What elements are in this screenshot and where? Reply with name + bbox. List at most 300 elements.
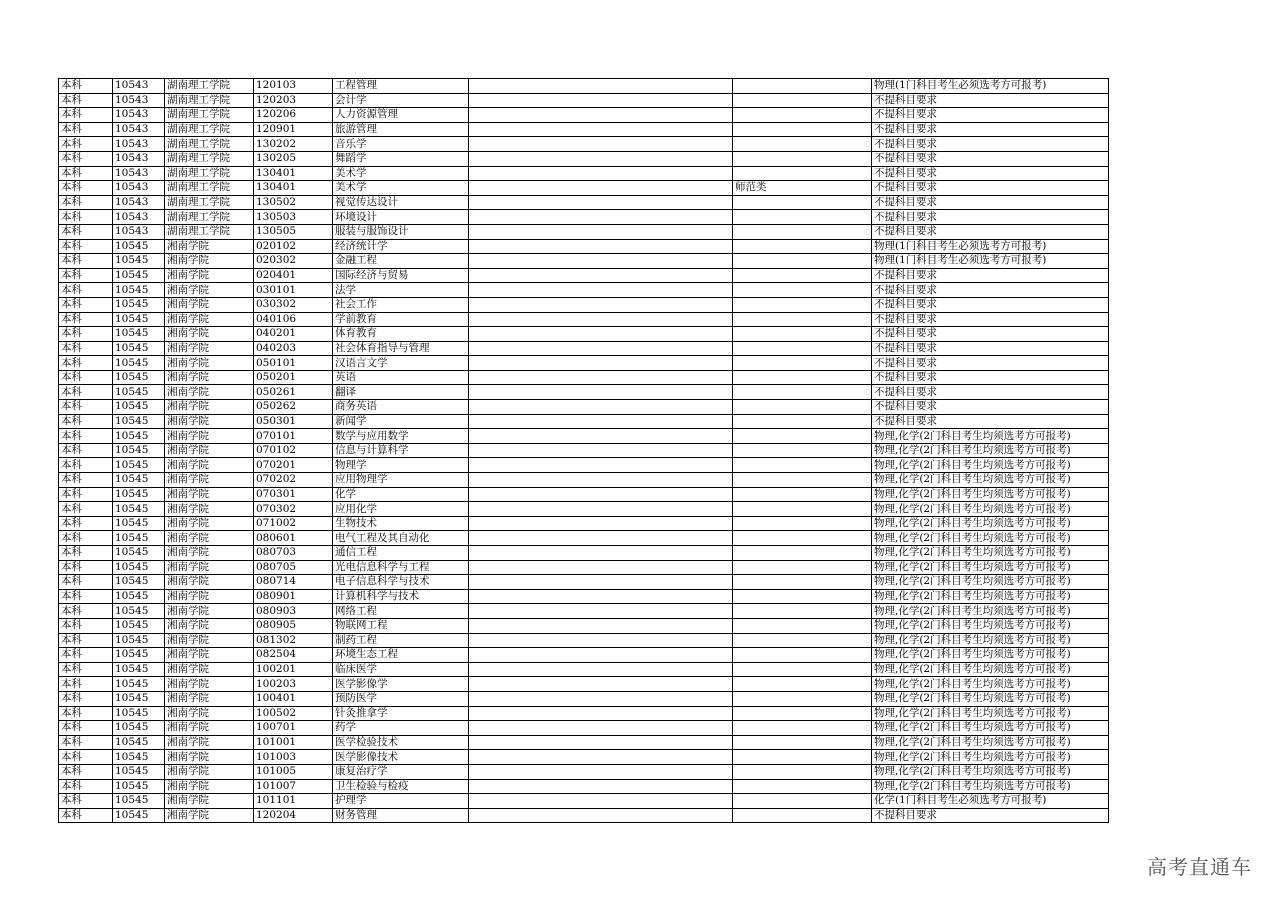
level-cell: 本科 [59,79,113,94]
school-code-cell: 10545 [113,589,165,604]
school-name-cell: 湘南学院 [165,297,254,312]
major-code-cell: 100502 [254,706,333,721]
major-name-cell: 应用化学 [333,502,469,517]
school-code-cell: 10543 [113,93,165,108]
major-code-cell: 070101 [254,429,333,444]
category-cell [733,706,872,721]
major-name-cell: 英语 [333,370,469,385]
requirement-cell: 物理,化学(2门科目考生均须选考方可报考) [872,443,1109,458]
table-row [59,122,1109,137]
level-cell: 本科 [59,677,113,692]
major-code-cell: 101101 [254,794,333,809]
note-cell [469,502,733,517]
school-code-cell: 10545 [113,297,165,312]
requirement-cell: 不提科目要求 [872,370,1109,385]
table-row [59,239,1109,254]
level-cell: 本科 [59,356,113,371]
table-row [59,151,1109,166]
level-cell: 本科 [59,662,113,677]
requirement-cell: 物理,化学(2门科目考生均须选考方可报考) [872,648,1109,663]
requirement-cell: 不提科目要求 [872,93,1109,108]
requirement-cell: 物理,化学(2门科目考生均须选考方可报考) [872,516,1109,531]
category-cell [733,79,872,94]
category-cell [733,108,872,123]
school-name-cell: 湘南学院 [165,312,254,327]
school-name-cell: 湘南学院 [165,662,254,677]
major-code-cell: 080703 [254,546,333,561]
table-row [59,341,1109,356]
table-row [59,93,1109,108]
major-code-cell: 050261 [254,385,333,400]
school-code-cell: 10545 [113,239,165,254]
major-name-cell: 学前教育 [333,312,469,327]
school-code-cell: 10545 [113,604,165,619]
major-code-cell: 120901 [254,122,333,137]
table-row [59,546,1109,561]
note-cell [469,181,733,196]
requirement-cell: 不提科目要求 [872,108,1109,123]
school-name-cell: 湖南理工学院 [165,224,254,239]
table-row [59,400,1109,415]
major-code-cell: 070102 [254,443,333,458]
requirement-cell: 物理,化学(2门科目考生均须选考方可报考) [872,618,1109,633]
requirement-cell: 物理(1门科目考生必须选考方可报考) [872,254,1109,269]
note-cell [469,531,733,546]
major-name-cell: 药学 [333,721,469,736]
category-cell [733,546,872,561]
school-name-cell: 湖南理工学院 [165,210,254,225]
level-cell: 本科 [59,735,113,750]
level-cell: 本科 [59,327,113,342]
note-cell [469,93,733,108]
note-cell [469,195,733,210]
major-name-cell: 财务管理 [333,808,469,823]
major-name-cell: 预防医学 [333,691,469,706]
school-name-cell: 湘南学院 [165,502,254,517]
school-name-cell: 湘南学院 [165,750,254,765]
level-cell: 本科 [59,706,113,721]
requirement-cell: 不提科目要求 [872,268,1109,283]
requirement-cell: 不提科目要求 [872,297,1109,312]
table-row [59,721,1109,736]
note-cell [469,546,733,561]
category-cell [733,575,872,590]
table-row [59,589,1109,604]
school-code-cell: 10545 [113,385,165,400]
table-row [59,633,1109,648]
school-code-cell: 10545 [113,764,165,779]
table-row [59,794,1109,809]
major-code-cell: 100203 [254,677,333,692]
category-cell [733,429,872,444]
table-row [59,356,1109,371]
category-cell [733,341,872,356]
major-code-cell: 080601 [254,531,333,546]
major-code-cell: 030302 [254,297,333,312]
requirement-cell: 物理,化学(2门科目考生均须选考方可报考) [872,429,1109,444]
school-name-cell: 湘南学院 [165,779,254,794]
school-name-cell: 湘南学院 [165,677,254,692]
note-cell [469,648,733,663]
table-row [59,575,1109,590]
major-code-cell: 130202 [254,137,333,152]
category-cell [733,779,872,794]
category-cell [733,385,872,400]
category-cell [733,502,872,517]
major-code-cell: 100401 [254,691,333,706]
category-cell [733,283,872,298]
table-row [59,312,1109,327]
category-cell [733,589,872,604]
requirement-cell: 物理,化学(2门科目考生均须选考方可报考) [872,560,1109,575]
level-cell: 本科 [59,108,113,123]
major-code-cell: 120203 [254,93,333,108]
table-row [59,531,1109,546]
major-code-cell: 100201 [254,662,333,677]
note-cell [469,443,733,458]
category-cell [733,764,872,779]
category-cell [733,735,872,750]
school-code-cell: 10545 [113,779,165,794]
school-code-cell: 10545 [113,735,165,750]
table-row [59,327,1109,342]
level-cell: 本科 [59,283,113,298]
school-code-cell: 10545 [113,691,165,706]
major-code-cell: 020401 [254,268,333,283]
major-name-cell: 美术学 [333,181,469,196]
school-code-cell: 10545 [113,546,165,561]
major-name-cell: 社会工作 [333,297,469,312]
school-name-cell: 湖南理工学院 [165,181,254,196]
major-code-cell: 101005 [254,764,333,779]
table-row [59,691,1109,706]
school-code-cell: 10545 [113,706,165,721]
school-code-cell: 10545 [113,794,165,809]
table-row [59,662,1109,677]
note-cell [469,341,733,356]
major-code-cell: 082504 [254,648,333,663]
category-cell [733,400,872,415]
school-code-cell: 10545 [113,370,165,385]
major-name-cell: 针灸推拿学 [333,706,469,721]
category-cell [733,458,872,473]
table-row [59,137,1109,152]
school-code-cell: 10543 [113,210,165,225]
note-cell [469,254,733,269]
level-cell: 本科 [59,633,113,648]
school-code-cell: 10543 [113,166,165,181]
major-name-cell: 商务英语 [333,400,469,415]
school-code-cell: 10545 [113,575,165,590]
requirement-cell: 物理,化学(2门科目考生均须选考方可报考) [872,502,1109,517]
school-name-cell: 湘南学院 [165,370,254,385]
major-code-cell: 080901 [254,589,333,604]
major-code-cell: 070301 [254,487,333,502]
major-name-cell: 翻译 [333,385,469,400]
school-code-cell: 10545 [113,487,165,502]
note-cell [469,560,733,575]
school-code-cell: 10545 [113,283,165,298]
major-name-cell: 国际经济与贸易 [333,268,469,283]
category-cell [733,122,872,137]
note-cell [469,808,733,823]
school-name-cell: 湘南学院 [165,473,254,488]
note-cell [469,283,733,298]
school-name-cell: 湖南理工学院 [165,79,254,94]
note-cell [469,604,733,619]
school-code-cell: 10543 [113,181,165,196]
note-cell [469,327,733,342]
major-code-cell: 081302 [254,633,333,648]
category-cell [733,633,872,648]
table-row [59,370,1109,385]
category-cell [733,648,872,663]
school-name-cell: 湘南学院 [165,648,254,663]
major-code-cell: 030101 [254,283,333,298]
note-cell [469,137,733,152]
category-cell [733,254,872,269]
category-cell [733,516,872,531]
category-cell [733,531,872,546]
category-cell [733,312,872,327]
school-name-cell: 湖南理工学院 [165,93,254,108]
requirement-cell: 物理,化学(2门科目考生均须选考方可报考) [872,531,1109,546]
major-name-cell: 美术学 [333,166,469,181]
school-name-cell: 湘南学院 [165,283,254,298]
major-name-cell: 音乐学 [333,137,469,152]
level-cell: 本科 [59,516,113,531]
table-row [59,224,1109,239]
requirement-cell: 化学(1门科目考生必须选考方可报考) [872,794,1109,809]
school-code-cell: 10545 [113,633,165,648]
table-row [59,443,1109,458]
school-code-cell: 10545 [113,531,165,546]
note-cell [469,122,733,137]
requirement-cell: 物理,化学(2门科目考生均须选考方可报考) [872,691,1109,706]
requirement-cell: 物理,化学(2门科目考生均须选考方可报考) [872,604,1109,619]
requirement-cell: 物理,化学(2门科目考生均须选考方可报考) [872,633,1109,648]
school-code-cell: 10545 [113,677,165,692]
table-row [59,458,1109,473]
note-cell [469,575,733,590]
school-name-cell: 湘南学院 [165,414,254,429]
requirement-cell: 物理,化学(2门科目考生均须选考方可报考) [872,575,1109,590]
table-row [59,268,1109,283]
major-name-cell: 网络工程 [333,604,469,619]
major-name-cell: 舞蹈学 [333,151,469,166]
level-cell: 本科 [59,341,113,356]
level-cell: 本科 [59,166,113,181]
category-cell [733,662,872,677]
major-code-cell: 040106 [254,312,333,327]
level-cell: 本科 [59,195,113,210]
table-row [59,429,1109,444]
school-name-cell: 湖南理工学院 [165,137,254,152]
note-cell [469,297,733,312]
major-code-cell: 120103 [254,79,333,94]
level-cell: 本科 [59,779,113,794]
note-cell [469,414,733,429]
major-code-cell: 050101 [254,356,333,371]
level-cell: 本科 [59,691,113,706]
school-name-cell: 湘南学院 [165,618,254,633]
school-code-cell: 10545 [113,473,165,488]
level-cell: 本科 [59,458,113,473]
major-code-cell: 070202 [254,473,333,488]
school-name-cell: 湘南学院 [165,560,254,575]
note-cell [469,794,733,809]
level-cell: 本科 [59,400,113,415]
major-name-cell: 体育教育 [333,327,469,342]
school-code-cell: 10545 [113,648,165,663]
category-cell [733,224,872,239]
category-cell [733,443,872,458]
major-name-cell: 环境设计 [333,210,469,225]
school-code-cell: 10545 [113,341,165,356]
school-name-cell: 湖南理工学院 [165,151,254,166]
major-code-cell: 071002 [254,516,333,531]
school-name-cell: 湖南理工学院 [165,108,254,123]
requirement-cell: 物理,化学(2门科目考生均须选考方可报考) [872,721,1109,736]
level-cell: 本科 [59,575,113,590]
requirement-cell: 物理,化学(2门科目考生均须选考方可报考) [872,458,1109,473]
requirement-cell: 物理,化学(2门科目考生均须选考方可报考) [872,706,1109,721]
major-name-cell: 护理学 [333,794,469,809]
note-cell [469,224,733,239]
table-row [59,108,1109,123]
table-row [59,677,1109,692]
category-cell [733,794,872,809]
note-cell [469,589,733,604]
requirement-cell: 不提科目要求 [872,166,1109,181]
major-code-cell: 080705 [254,560,333,575]
category-cell [733,210,872,225]
school-name-cell: 湘南学院 [165,575,254,590]
major-name-cell: 工程管理 [333,79,469,94]
major-name-cell: 电气工程及其自动化 [333,531,469,546]
requirement-cell: 不提科目要求 [872,356,1109,371]
table-row [59,385,1109,400]
table-row [59,604,1109,619]
major-code-cell: 130205 [254,151,333,166]
requirement-cell: 不提科目要求 [872,400,1109,415]
level-cell: 本科 [59,502,113,517]
major-name-cell: 物理学 [333,458,469,473]
level-cell: 本科 [59,487,113,502]
school-code-cell: 10545 [113,429,165,444]
major-name-cell: 社会体育指导与管理 [333,341,469,356]
note-cell [469,633,733,648]
level-cell: 本科 [59,750,113,765]
school-name-cell: 湘南学院 [165,400,254,415]
note-cell [469,458,733,473]
major-code-cell: 120206 [254,108,333,123]
level-cell: 本科 [59,794,113,809]
school-code-cell: 10545 [113,400,165,415]
level-cell: 本科 [59,122,113,137]
requirement-cell: 不提科目要求 [872,385,1109,400]
category-cell [733,618,872,633]
category-cell [733,473,872,488]
school-code-cell: 10545 [113,750,165,765]
requirement-cell: 不提科目要求 [872,122,1109,137]
level-cell: 本科 [59,137,113,152]
requirement-cell: 物理,化学(2门科目考生均须选考方可报考) [872,487,1109,502]
note-cell [469,166,733,181]
school-code-cell: 10545 [113,312,165,327]
requirement-cell: 物理(1门科目考生必须选考方可报考) [872,79,1109,94]
major-code-cell: 020102 [254,239,333,254]
table-row [59,195,1109,210]
requirement-cell: 物理,化学(2门科目考生均须选考方可报考) [872,473,1109,488]
school-code-cell: 10545 [113,327,165,342]
school-code-cell: 10543 [113,151,165,166]
major-name-cell: 金融工程 [333,254,469,269]
note-cell [469,706,733,721]
school-name-cell: 湘南学院 [165,794,254,809]
note-cell [469,750,733,765]
major-code-cell: 130503 [254,210,333,225]
major-code-cell: 130401 [254,166,333,181]
school-name-cell: 湘南学院 [165,706,254,721]
major-name-cell: 信息与计算科学 [333,443,469,458]
level-cell: 本科 [59,414,113,429]
school-code-cell: 10543 [113,122,165,137]
category-cell [733,721,872,736]
table-row [59,618,1109,633]
level-cell: 本科 [59,370,113,385]
level-cell: 本科 [59,531,113,546]
requirement-cell: 物理,化学(2门科目考生均须选考方可报考) [872,764,1109,779]
major-code-cell: 050262 [254,400,333,415]
major-name-cell: 化学 [333,487,469,502]
requirement-cell: 物理(1门科目考生必须选考方可报考) [872,239,1109,254]
school-name-cell: 湘南学院 [165,356,254,371]
level-cell: 本科 [59,239,113,254]
major-name-cell: 医学检验技术 [333,735,469,750]
category-cell [733,327,872,342]
major-name-cell: 卫生检验与检疫 [333,779,469,794]
level-cell: 本科 [59,546,113,561]
school-name-cell: 湘南学院 [165,633,254,648]
major-name-cell: 生物技术 [333,516,469,531]
major-code-cell: 070201 [254,458,333,473]
note-cell [469,108,733,123]
major-code-cell: 130505 [254,224,333,239]
school-name-cell: 湘南学院 [165,764,254,779]
major-code-cell: 101003 [254,750,333,765]
category-cell [733,93,872,108]
category-cell [733,604,872,619]
major-name-cell: 光电信息科学与工程 [333,560,469,575]
requirement-cell: 不提科目要求 [872,327,1109,342]
school-name-cell: 湘南学院 [165,327,254,342]
category-cell [733,268,872,283]
school-name-cell: 湖南理工学院 [165,166,254,181]
major-code-cell: 020302 [254,254,333,269]
school-code-cell: 10545 [113,414,165,429]
requirement-cell: 不提科目要求 [872,224,1109,239]
category-cell [733,356,872,371]
table-row [59,735,1109,750]
level-cell: 本科 [59,589,113,604]
level-cell: 本科 [59,443,113,458]
school-code-cell: 10545 [113,560,165,575]
category-cell [733,239,872,254]
school-name-cell: 湘南学院 [165,429,254,444]
major-name-cell: 汉语言文学 [333,356,469,371]
note-cell [469,677,733,692]
